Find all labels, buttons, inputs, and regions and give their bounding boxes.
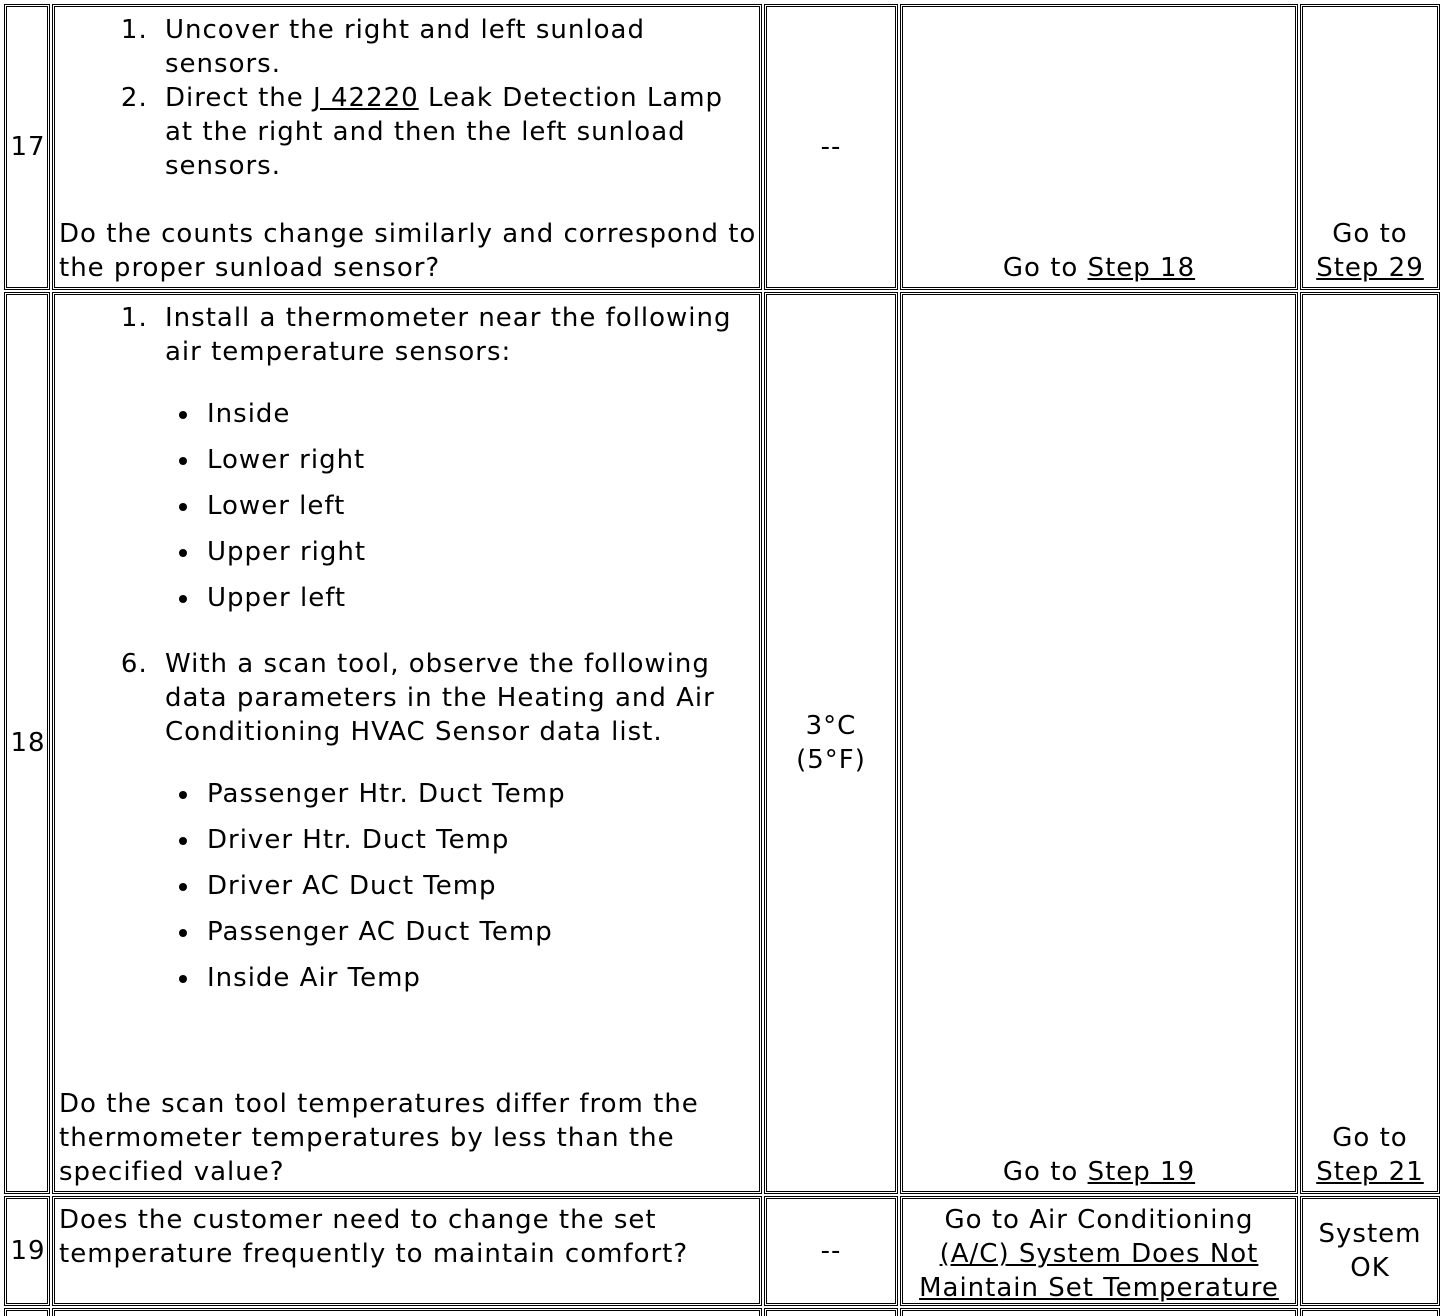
value-cell-19: -- [764, 1196, 898, 1306]
sensor-item: • Upper right [201, 535, 759, 569]
sensor-item: • Lower left [201, 489, 759, 523]
question-text: Do the counts change similarly and correspond to the proper sunload sensor? [59, 219, 757, 283]
go-to-step-19-link[interactable]: Step 19 [1087, 1157, 1196, 1187]
list-item: 2. Direct the J 42220 Leak Detection Lamp at the right and then the left sunload sensors. [157, 81, 759, 183]
sensor-item: • Lower right [201, 443, 759, 477]
list-item: 6. With a scan tool, observe the following data parameters in the Heating and Air Conditioning HVAC Sensor data list. • Passenger Htr. Duct Temp • Driver Htr. Duct Temp • Driver AC Duct Temp • Passenger AC Duct Temp • Inside Air Temp [157, 647, 759, 995]
sensor-list [165, 397, 759, 615]
parameter-item: • Passenger Htr. Duct Temp [201, 777, 759, 811]
yes-cell-17: Go to Step 18 [900, 4, 1298, 290]
value-cell-18: 3°C (5°F) [764, 292, 898, 1194]
action-cell-18 [52, 292, 762, 1194]
parameter-item: • Inside Air Temp [201, 961, 759, 995]
table-row-stub [52, 1308, 762, 1316]
table-row-stub [900, 1308, 1298, 1316]
value-cell-17: -- [764, 4, 898, 290]
action-cell-19 [52, 1196, 762, 1306]
action-cell-17 [52, 4, 762, 290]
go-to-step-18-link[interactable]: Step 18 [1087, 253, 1196, 283]
step-number-18: 18 [4, 292, 50, 1194]
list-item: 1. Install a thermometer near the following air temperature sensors: • Inside • Lower right • Lower left • Upper right • Upper left [157, 301, 759, 615]
step-number-19: 19 [4, 1196, 50, 1306]
parameter-list [165, 777, 759, 995]
table-row-stub [1300, 1308, 1440, 1316]
step-list [55, 13, 759, 183]
question-text: Do the scan tool temperatures differ from the thermometer temperatures by less than the specified value? [59, 1089, 699, 1187]
go-to-step-21-link[interactable]: Step 21 [1316, 1157, 1424, 1187]
no-cell-17: Go to Step 29 [1300, 4, 1440, 290]
yes-cell-19: Go to Air Conditioning (A/C) System Does Not Maintain Set Temperature [900, 1196, 1298, 1306]
sensor-item: • Inside [201, 397, 759, 431]
no-cell-18: Go to Step 21 [1300, 292, 1440, 1194]
yes-cell-18: Go to Step 19 [900, 292, 1298, 1194]
parameter-item: • Driver AC Duct Temp [201, 869, 759, 903]
parameter-item: • Passenger AC Duct Temp [201, 915, 759, 949]
table-row-stub [764, 1308, 898, 1316]
sensor-item: • Upper left [201, 581, 759, 615]
list-item: 1. Uncover the right and left sunload sensors. [157, 13, 759, 81]
go-to-step-29-link[interactable]: Step 29 [1316, 253, 1424, 283]
parameter-item: • Driver Htr. Duct Temp [201, 823, 759, 857]
question-text: Does the customer need to change the set temperature frequently to maintain comfort? [59, 1205, 689, 1269]
no-cell-19: System OK [1300, 1196, 1440, 1306]
ac-system-does-not-maintain-set-temperature-link[interactable]: (A/C) System Does Not Maintain Set Temperature [919, 1239, 1279, 1303]
step-list [55, 301, 759, 995]
step-number-17: 17 [4, 4, 50, 290]
tool-link-j42220[interactable]: J 42220 [313, 83, 419, 113]
table-row-stub [4, 1308, 50, 1316]
